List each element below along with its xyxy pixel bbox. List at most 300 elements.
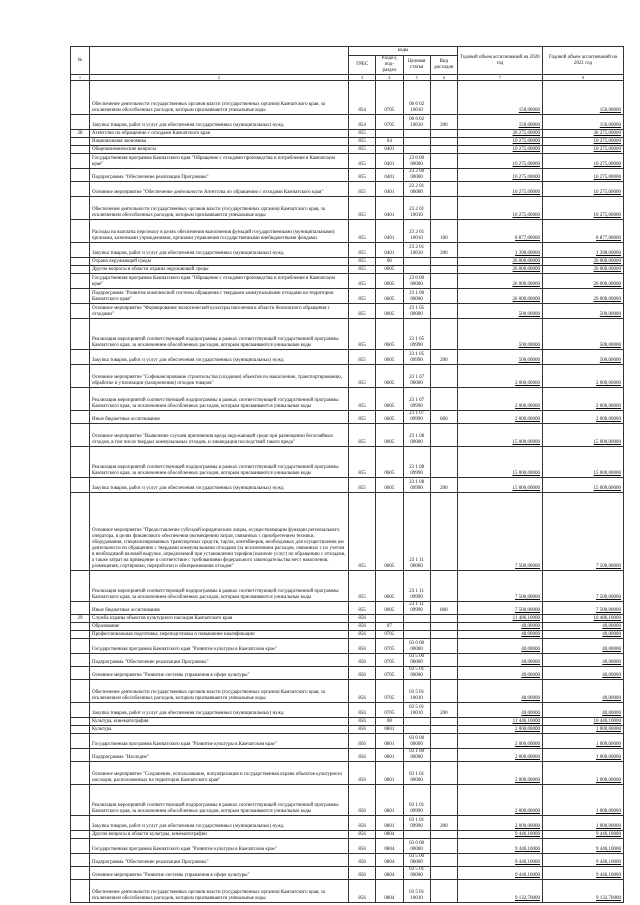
column-number: 5	[403, 75, 430, 81]
row-name-cell: Культура	[90, 726, 349, 734]
row-name-cell: Закупка товаров, работ и услуг для обеспечения государственных (муниципальных) нужд	[90, 350, 349, 365]
row-amount-2020-cell	[458, 411, 543, 424]
row-grbs-cell: 856	[349, 667, 376, 680]
row-target-article-cell: 23 1 07 09990	[403, 411, 430, 424]
amount-value: 40,00000	[602, 647, 621, 652]
row-amount-2020-cell	[458, 493, 543, 571]
row-amount-2020-cell	[458, 703, 543, 718]
row-target-article-cell: 23 1 11 09990	[403, 602, 430, 615]
row-expense-type-cell: 200	[430, 243, 457, 258]
row-expense-type-cell: 200	[430, 350, 457, 365]
row-number-cell	[71, 115, 90, 130]
amount-value: 9 446,10000	[515, 873, 540, 878]
row-amount-2020-cell	[458, 182, 543, 197]
row-target-article-cell: 03 5 01 10010	[403, 880, 430, 903]
row-expense-type-cell: 200	[430, 478, 457, 493]
row-section-cell: 0605	[376, 478, 403, 493]
row-amount-2020-cell	[458, 146, 543, 154]
row-amount-2021-cell	[543, 703, 624, 718]
table-row	[71, 258, 624, 266]
row-section-cell: 0705	[376, 654, 403, 667]
amount-value: 36 275,00000	[512, 131, 540, 136]
table-row	[71, 631, 624, 639]
amount-value: 10 275,00000	[512, 162, 540, 167]
row-target-article-cell	[403, 130, 430, 138]
row-expense-type-cell	[430, 319, 457, 350]
row-target-article-cell	[403, 266, 430, 274]
row-amount-2021-cell	[543, 762, 624, 785]
amount-value: 40,00000	[602, 632, 621, 637]
row-amount-2021-cell	[543, 319, 624, 350]
row-target-article-cell	[403, 726, 430, 734]
header-target-article: Целевая статья	[403, 56, 430, 75]
row-amount-2020-cell	[458, 81, 543, 115]
amount-value: 11 446,10000	[512, 719, 540, 724]
row-amount-2021-cell	[543, 289, 624, 304]
row-grbs-cell: 855	[349, 138, 376, 146]
amount-value: 2 000,00000	[515, 742, 540, 747]
row-target-article-cell: 03 1 01 00000	[403, 762, 430, 785]
table-row	[71, 839, 624, 854]
amount-value: 150,00000	[599, 123, 621, 128]
row-grbs-cell: 855	[349, 289, 376, 304]
header-section: Раздел, под-раздел	[376, 56, 403, 75]
row-expense-type-cell	[430, 880, 457, 903]
row-target-article-cell: 23 2 01 10010	[403, 197, 430, 220]
amount-value: 40,00000	[521, 711, 540, 716]
row-name-cell: Обеспечение деятельности государственных органов власти (государственных органов) Камчатского края, за исключением обособленных расходов, которым присваиваются уникальные коды	[90, 81, 349, 115]
amount-value: 1 000,00000	[596, 755, 621, 760]
row-grbs-cell: 856	[349, 639, 376, 654]
row-grbs-cell: 856	[349, 734, 376, 749]
row-number-cell	[71, 154, 90, 169]
amount-value: 2 000,00000	[515, 778, 540, 783]
row-expense-type-cell	[430, 571, 457, 602]
row-amount-2020-cell	[458, 571, 543, 602]
row-grbs-cell: 855	[349, 243, 376, 258]
row-grbs-cell: 855	[349, 130, 376, 138]
row-name-cell: Расходы на выплаты персоналу в целях обеспечения выполнения функций государственными (муниципальными) органами, казенными учреждениями, органами управления государственными внебюджетными фондами	[90, 220, 349, 243]
row-target-article-cell: 03 5 01 00000	[403, 867, 430, 880]
row-amount-2021-cell	[543, 571, 624, 602]
column-number: 6	[430, 75, 457, 81]
table-row	[71, 867, 624, 880]
table-row	[71, 639, 624, 654]
amount-value: 9 132,70000	[596, 896, 621, 901]
row-section-cell: 0705	[376, 81, 403, 115]
amount-value: 15 000,00000	[512, 486, 540, 491]
amount-value: 1 000,00000	[596, 742, 621, 747]
row-expense-type-cell	[430, 146, 457, 154]
row-amount-2020-cell	[458, 623, 543, 631]
amount-value: 26 000,00000	[512, 259, 540, 264]
row-number-cell	[71, 854, 90, 867]
row-expense-type-cell	[430, 388, 457, 411]
row-number-cell	[71, 411, 90, 424]
row-number-cell	[71, 319, 90, 350]
row-amount-2020-cell	[458, 867, 543, 880]
amount-value: 500,00000	[599, 312, 621, 317]
row-target-article-cell: 23 2 01 10010	[403, 243, 430, 258]
row-section-cell: 07	[376, 623, 403, 631]
row-section-cell: 0801	[376, 785, 403, 816]
row-amount-2020-cell	[458, 734, 543, 749]
row-name-cell: Подпрограмма "Обеспечение реализации Программы"	[90, 854, 349, 867]
amount-value: 9 446,10000	[596, 860, 621, 865]
row-number-cell	[71, 388, 90, 411]
row-amount-2021-cell	[543, 631, 624, 639]
amount-value: 15 000,00000	[512, 440, 540, 445]
row-number-cell	[71, 243, 90, 258]
row-expense-type-cell	[430, 447, 457, 478]
row-section-cell: 0605	[376, 289, 403, 304]
row-section-cell: 0605	[376, 274, 403, 289]
amount-value: 40,00000	[521, 647, 540, 652]
row-amount-2020-cell	[458, 266, 543, 274]
amount-value: 10 275,00000	[593, 147, 621, 152]
row-amount-2020-cell	[458, 602, 543, 615]
amount-value: 26 000,00000	[593, 297, 621, 302]
row-number-cell	[71, 726, 90, 734]
row-target-article-cell: 23 1 05 09990	[403, 319, 430, 350]
row-number-cell	[71, 182, 90, 197]
row-section-cell: 0605	[376, 266, 403, 274]
row-section-cell: 0801	[376, 749, 403, 762]
row-name-cell: Реализация мероприятий соответствующей подпрограммы в рамках соответствующей государственной программы Камчатского края, за исключением обособленных расходов, которым присваиваются уникальные коды	[90, 447, 349, 478]
table-row	[71, 785, 624, 816]
amount-value: 1 000,00000	[596, 824, 621, 829]
row-section-cell: 0705	[376, 680, 403, 703]
amount-value: 7 500,00000	[515, 608, 540, 613]
row-grbs-cell: 855	[349, 411, 376, 424]
row-section-cell: 0804	[376, 867, 403, 880]
row-amount-2021-cell	[543, 718, 624, 726]
amount-value: 2 000,00000	[596, 417, 621, 422]
row-amount-2020-cell	[458, 639, 543, 654]
row-target-article-cell: 23 1 08 00000	[403, 424, 430, 447]
row-amount-2021-cell	[543, 169, 624, 182]
row-number-cell	[71, 602, 90, 615]
row-amount-2020-cell	[458, 319, 543, 350]
row-amount-2020-cell	[458, 718, 543, 726]
row-grbs-cell: 855	[349, 258, 376, 266]
amount-value: 1 398,00000	[515, 251, 540, 256]
row-section-cell: 0605	[376, 365, 403, 388]
row-amount-2020-cell	[458, 726, 543, 734]
table-row	[71, 197, 624, 220]
amount-value: 10 275,00000	[593, 175, 621, 180]
row-section-cell: 0401	[376, 154, 403, 169]
row-amount-2021-cell	[543, 867, 624, 880]
row-grbs-cell: 855	[349, 447, 376, 478]
row-target-article-cell: 03 0 00 00000	[403, 839, 430, 854]
row-name-cell: Общеэкономические вопросы	[90, 146, 349, 154]
row-grbs-cell: 856	[349, 680, 376, 703]
row-expense-type-cell	[430, 138, 457, 146]
row-target-article-cell: 23 1 11 00000	[403, 493, 430, 571]
amount-value: 9 446,10000	[596, 847, 621, 852]
row-amount-2021-cell	[543, 785, 624, 816]
row-target-article-cell: 23 0 00 00000	[403, 154, 430, 169]
row-expense-type-cell	[430, 197, 457, 220]
row-section-cell: 0705	[376, 703, 403, 718]
row-grbs-cell: 856	[349, 623, 376, 631]
row-grbs-cell: 856	[349, 654, 376, 667]
row-expense-type-cell	[430, 258, 457, 266]
amount-value: 1 000,00000	[596, 809, 621, 814]
row-amount-2021-cell	[543, 734, 624, 749]
row-amount-2021-cell	[543, 493, 624, 571]
row-amount-2020-cell	[458, 274, 543, 289]
row-number-cell	[71, 639, 90, 654]
row-target-article-cell: 06 6 02 10010	[403, 115, 430, 130]
row-name-cell: Государственная программа Камчатского края "Обращение с отходами производства и потребления в Камчатском крае"	[90, 154, 349, 169]
row-amount-2020-cell	[458, 258, 543, 266]
row-section-cell: 0804	[376, 839, 403, 854]
row-number-cell	[71, 839, 90, 854]
table-row	[71, 289, 624, 304]
row-amount-2021-cell	[543, 274, 624, 289]
column-number: 8	[543, 75, 624, 81]
row-grbs-cell: 856	[349, 816, 376, 831]
amount-value: 500,00000	[599, 343, 621, 348]
amount-value: 15 000,00000	[593, 440, 621, 445]
row-name-cell: Другие вопросы в области культуры, кинематографии	[90, 831, 349, 839]
row-grbs-cell: 856	[349, 867, 376, 880]
row-expense-type-cell	[430, 654, 457, 667]
row-grbs-cell: 855	[349, 388, 376, 411]
amount-value: 2 000,00000	[596, 381, 621, 386]
row-amount-2020-cell	[458, 762, 543, 785]
row-expense-type-cell	[430, 726, 457, 734]
row-section-cell: 04	[376, 138, 403, 146]
row-target-article-cell: 23 1 00 00000	[403, 289, 430, 304]
row-amount-2021-cell	[543, 839, 624, 854]
amount-value: 1 000,00000	[596, 727, 621, 732]
row-section-cell: 0605	[376, 319, 403, 350]
row-expense-type-cell: 200	[430, 115, 457, 130]
row-expense-type-cell: 800	[430, 411, 457, 424]
row-number-cell	[71, 220, 90, 243]
table-row	[71, 81, 624, 115]
row-name-cell: Культура, кинематография	[90, 718, 349, 726]
header-expense-type: Вид расходов	[430, 56, 457, 75]
row-name-cell: Подпрограмма "Развитие комплексной системы обращения с твердыми коммунальными отходами на территории Камчатского края"	[90, 289, 349, 304]
row-name-cell: Подпрограмма "Обеспечение реализации Программы"	[90, 169, 349, 182]
row-amount-2021-cell	[543, 667, 624, 680]
row-grbs-cell: 855	[349, 266, 376, 274]
row-amount-2020-cell	[458, 631, 543, 639]
row-amount-2020-cell	[458, 478, 543, 493]
row-amount-2021-cell	[543, 639, 624, 654]
row-section-cell: 0801	[376, 734, 403, 749]
row-grbs-cell: 855	[349, 350, 376, 365]
row-grbs-cell: 855	[349, 493, 376, 571]
row-target-article-cell: 23 1 08 09990	[403, 447, 430, 478]
row-target-article-cell: 03 5 01 10010	[403, 680, 430, 703]
amount-value: 40,00000	[602, 660, 621, 665]
row-name-cell: Основное мероприятие "Развитие системы управления в сфере культуры"	[90, 867, 349, 880]
row-section-cell: 0705	[376, 667, 403, 680]
row-expense-type-cell	[430, 266, 457, 274]
row-name-cell: Обеспечение деятельности государственных органов власти (государственных органов) Камчатского края, за исключением обособленных расходов, которым присваиваются уникальные коды	[90, 680, 349, 703]
row-section-cell: 0401	[376, 182, 403, 197]
row-expense-type-cell	[430, 365, 457, 388]
row-grbs-cell: 855	[349, 274, 376, 289]
row-name-cell: Иные бюджетные ассигнования	[90, 411, 349, 424]
row-section-cell: 0705	[376, 115, 403, 130]
row-number-cell	[71, 258, 90, 266]
header-name	[90, 47, 349, 75]
amount-value: 26 000,00000	[512, 282, 540, 287]
budget-allocation-table	[70, 46, 624, 903]
row-expense-type-cell	[430, 631, 457, 639]
row-number-cell	[71, 718, 90, 726]
amount-value: 9 446,10000	[596, 873, 621, 878]
row-grbs-cell: 855	[349, 154, 376, 169]
row-grbs-cell: 856	[349, 718, 376, 726]
table-row	[71, 169, 624, 182]
row-name-cell: Подпрограмма "Обеспечение реализации Программы"	[90, 654, 349, 667]
table-row	[71, 115, 624, 130]
row-expense-type-cell: 100	[430, 220, 457, 243]
row-number-cell	[71, 831, 90, 839]
row-expense-type-cell	[430, 639, 457, 654]
row-amount-2021-cell	[543, 831, 624, 839]
row-number-cell	[71, 762, 90, 785]
amount-value: 2 000,00000	[515, 381, 540, 386]
amount-value: 10 446,10000	[593, 719, 621, 724]
row-grbs-cell: 855	[349, 424, 376, 447]
table-row	[71, 734, 624, 749]
amount-value: 9 446,10000	[515, 847, 540, 852]
row-number-cell	[71, 350, 90, 365]
table-row	[71, 266, 624, 274]
amount-value: 26 000,00000	[512, 267, 540, 272]
row-amount-2020-cell	[458, 388, 543, 411]
row-section-cell: 0401	[376, 197, 403, 220]
amount-value: 10 275,00000	[512, 139, 540, 144]
row-target-article-cell: 03 1 00 00000	[403, 749, 430, 762]
row-name-cell: Основное мероприятие "Софинансирование строительства (создания) объектов по накоплению, транспортированию, обработке и утилизации (захоронению) отходов товаров"	[90, 365, 349, 388]
column-number: 2	[90, 75, 349, 81]
row-grbs-cell: 856	[349, 880, 376, 903]
amount-value: 40,00000	[602, 711, 621, 716]
amount-value: 40,00000	[521, 696, 540, 701]
row-expense-type-cell	[430, 734, 457, 749]
table-row	[71, 816, 624, 831]
amount-value: 2 000,00000	[596, 404, 621, 409]
row-number-cell	[71, 734, 90, 749]
row-target-article-cell: 23 0 00 00000	[403, 274, 430, 289]
table-row	[71, 854, 624, 867]
row-expense-type-cell	[430, 424, 457, 447]
table-row	[71, 447, 624, 478]
row-number-cell	[71, 365, 90, 388]
row-expense-type-cell	[430, 304, 457, 319]
row-target-article-cell	[403, 831, 430, 839]
row-target-article-cell: 23 1 07 00000	[403, 365, 430, 388]
row-section-cell: 0401	[376, 146, 403, 154]
row-amount-2021-cell	[543, 115, 624, 130]
row-name-cell: Профессиональная подготовка, переподготовка и повышение квалификации	[90, 631, 349, 639]
row-expense-type-cell	[430, 274, 457, 289]
amount-value: 10 275,00000	[512, 147, 540, 152]
row-amount-2021-cell	[543, 478, 624, 493]
row-section-cell: 0401	[376, 243, 403, 258]
row-amount-2021-cell	[543, 243, 624, 258]
row-name-cell: Основное мероприятие "Предоставление субсидий юридическим лицам, осуществляющим функции регионального оператора, в целях финансового обеспечения (возмещения) затрат, связанных с приобретением техники, оборудования, специализированных транспортных средств, тар/ок, контейнеров, необходимых для осуществления им деятельности по обращению с твердыми коммунальными отходами (за исключением расходов, связанных с их учетом в необходимой валовой выручке, определяемой при установлении тарифов (наличие услуг) по обращению с отходами, а также затрат на приведение в соответствие с требованиями федерального законодательства мест накопления, размещения, сортировки, переработки и обезвреживания отходов"	[90, 493, 349, 571]
row-expense-type-cell	[430, 615, 457, 623]
amount-value: 26 000,00000	[512, 297, 540, 302]
row-expense-type-cell	[430, 81, 457, 115]
row-amount-2020-cell	[458, 220, 543, 243]
row-amount-2021-cell	[543, 602, 624, 615]
row-section-cell: 0605	[376, 447, 403, 478]
row-amount-2020-cell	[458, 243, 543, 258]
row-target-article-cell	[403, 258, 430, 266]
table-row	[71, 146, 624, 154]
row-amount-2020-cell	[458, 350, 543, 365]
row-grbs-cell: 856	[349, 749, 376, 762]
row-amount-2020-cell	[458, 831, 543, 839]
header-number: №	[71, 47, 90, 75]
row-amount-2020-cell	[458, 130, 543, 138]
row-number-cell	[71, 867, 90, 880]
table-row	[71, 602, 624, 615]
table-row	[71, 493, 624, 571]
row-amount-2020-cell	[458, 816, 543, 831]
row-name-cell: Основное мероприятие "Сохранение, использование, популяризация и государственная охрана объектов культурного наследия, расположенных на территории Камчатского края"	[90, 762, 349, 785]
table-row	[71, 749, 624, 762]
table-row	[71, 571, 624, 602]
row-target-article-cell: 03 5 00 00000	[403, 854, 430, 867]
row-target-article-cell: 03 5 00 00000	[403, 654, 430, 667]
table-row	[71, 274, 624, 289]
row-grbs-cell: 856	[349, 785, 376, 816]
row-amount-2021-cell	[543, 447, 624, 478]
row-amount-2021-cell	[543, 880, 624, 903]
row-expense-type-cell	[430, 749, 457, 762]
row-grbs-cell: 856	[349, 631, 376, 639]
row-expense-type-cell: 200	[430, 816, 457, 831]
row-amount-2021-cell	[543, 615, 624, 623]
amount-value: 10 486,10000	[593, 616, 621, 621]
row-number-cell	[71, 138, 90, 146]
row-number-cell	[71, 623, 90, 631]
table-row	[71, 243, 624, 258]
row-number-cell	[71, 703, 90, 718]
table-row	[71, 718, 624, 726]
table-row	[71, 667, 624, 680]
row-amount-2020-cell	[458, 854, 543, 867]
row-section-cell: 0605	[376, 304, 403, 319]
row-expense-type-cell	[430, 182, 457, 197]
row-name-cell: Государственная программа Камчатского края "Развитие культуры в Камчатском крае"	[90, 734, 349, 749]
row-section-cell: 0804	[376, 831, 403, 839]
row-amount-2020-cell	[458, 880, 543, 903]
row-amount-2020-cell	[458, 304, 543, 319]
row-expense-type-cell	[430, 762, 457, 785]
row-amount-2020-cell	[458, 424, 543, 447]
row-grbs-cell: 855	[349, 197, 376, 220]
row-expense-type-cell	[430, 680, 457, 703]
row-amount-2020-cell	[458, 197, 543, 220]
amount-value: 40,00000	[602, 673, 621, 678]
row-amount-2020-cell	[458, 365, 543, 388]
row-amount-2020-cell	[458, 667, 543, 680]
row-number-cell	[71, 478, 90, 493]
